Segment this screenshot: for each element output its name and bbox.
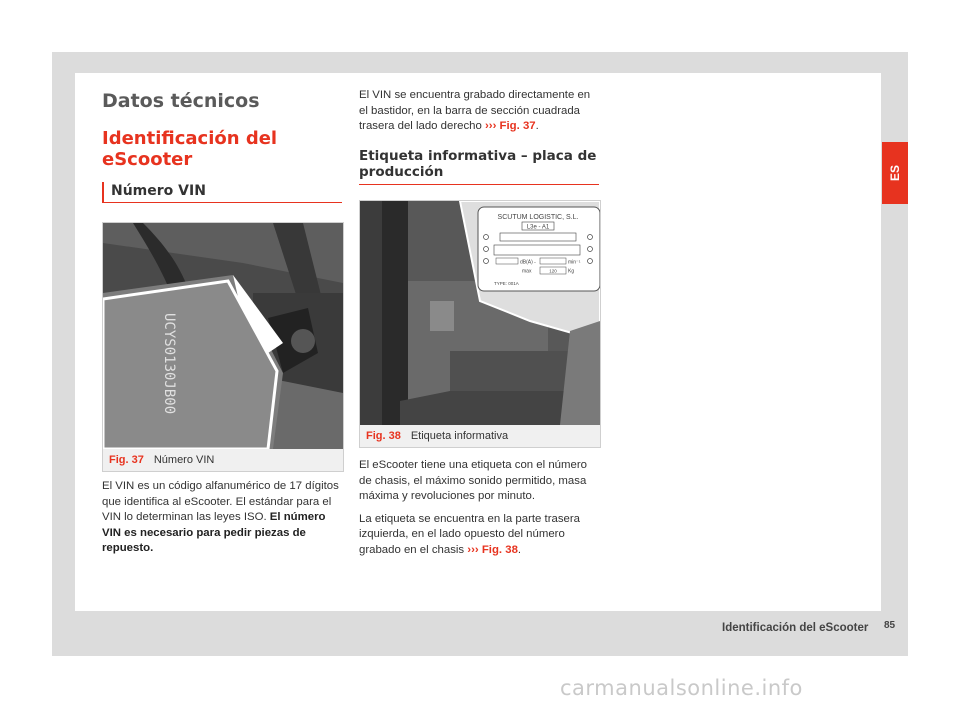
label-paragraph-1: El eScooter tiene una etiqueta con el número de chasis, el máximo sonido permitido, masa máxima y revoluciones por minuto.	[359, 459, 587, 502]
vin-paragraph-text: El VIN es un código alfanumérico de 17 dígitos que identifica al eScooter. El estándar para el VIN lo determinan las leyes ISO.	[102, 480, 339, 523]
plate-max: max	[522, 268, 532, 275]
vin-photo	[103, 223, 343, 449]
vin-location-paragraph	[359, 88, 599, 135]
label-photo	[360, 201, 600, 425]
footer-chapter-title: Identificación del eScooter	[722, 622, 869, 634]
vin-paragraph	[102, 479, 342, 557]
vin-location-end: .	[535, 120, 539, 132]
figure-37-caption-text: Número VIN	[153, 454, 215, 466]
figure-37	[102, 222, 344, 472]
right-column	[359, 88, 599, 135]
plate-db: dB(A) -	[520, 259, 536, 266]
label-paragraph-2-end: .	[517, 543, 522, 556]
left-column	[102, 88, 342, 203]
label-paragraph-2-text: La etiqueta se encuentra en la parte trasera izquierda, en el lado opuesto del número grabado en el chasis	[359, 512, 580, 556]
language-tab-label: ES	[887, 164, 902, 182]
label-paragraph-2	[359, 512, 599, 559]
fig37-link[interactable]: ››› Fig. 37	[485, 120, 536, 132]
figure-37-caption	[103, 449, 343, 471]
vin-paragraph-block	[102, 479, 342, 557]
section-title: Identificación del eScooter	[102, 128, 278, 170]
vin-photo-illustration	[103, 223, 343, 449]
plate-company: SCUTUM LOGISTIC, S.L.	[497, 214, 579, 221]
figure-38-caption-text: Etiqueta informativa	[410, 430, 509, 442]
fig38-link[interactable]: ››› Fig. 38	[467, 543, 518, 556]
page-number: 85	[884, 620, 896, 631]
plate-weight: 120	[549, 268, 557, 274]
subsection-label-title: Etiqueta informativa – placa de producción	[359, 148, 599, 185]
vin-location-text: El VIN se encuentra grabado directamente en el bastidor, en la barra de sección cuadrada trasera del lado derecho	[359, 89, 591, 132]
vin-paragraph-bold: El número VIN es necesario para pedir piezas de repuesto.	[102, 511, 326, 554]
label-photo-illustration	[360, 201, 600, 425]
label-paragraphs	[359, 458, 599, 558]
plate-rpm: min⁻¹	[568, 259, 581, 266]
figure-37-number: Fig. 37	[109, 454, 144, 466]
page-heading: Datos técnicos	[102, 90, 260, 112]
figure-38-number: Fig. 38	[366, 430, 401, 442]
vin-stamp-text: UCYS0130JB00	[161, 313, 177, 415]
figure-38	[359, 200, 601, 448]
subsection-vin-title: Número VIN	[102, 182, 342, 203]
plate-type: TYPE: 001A	[494, 281, 519, 286]
plate-kg: Kg	[568, 268, 575, 275]
language-tab[interactable]	[882, 142, 908, 204]
watermark: carmanualsonline.info	[560, 676, 803, 700]
figure-38-caption	[360, 425, 600, 447]
plate-code: L3e - A1	[526, 224, 550, 231]
